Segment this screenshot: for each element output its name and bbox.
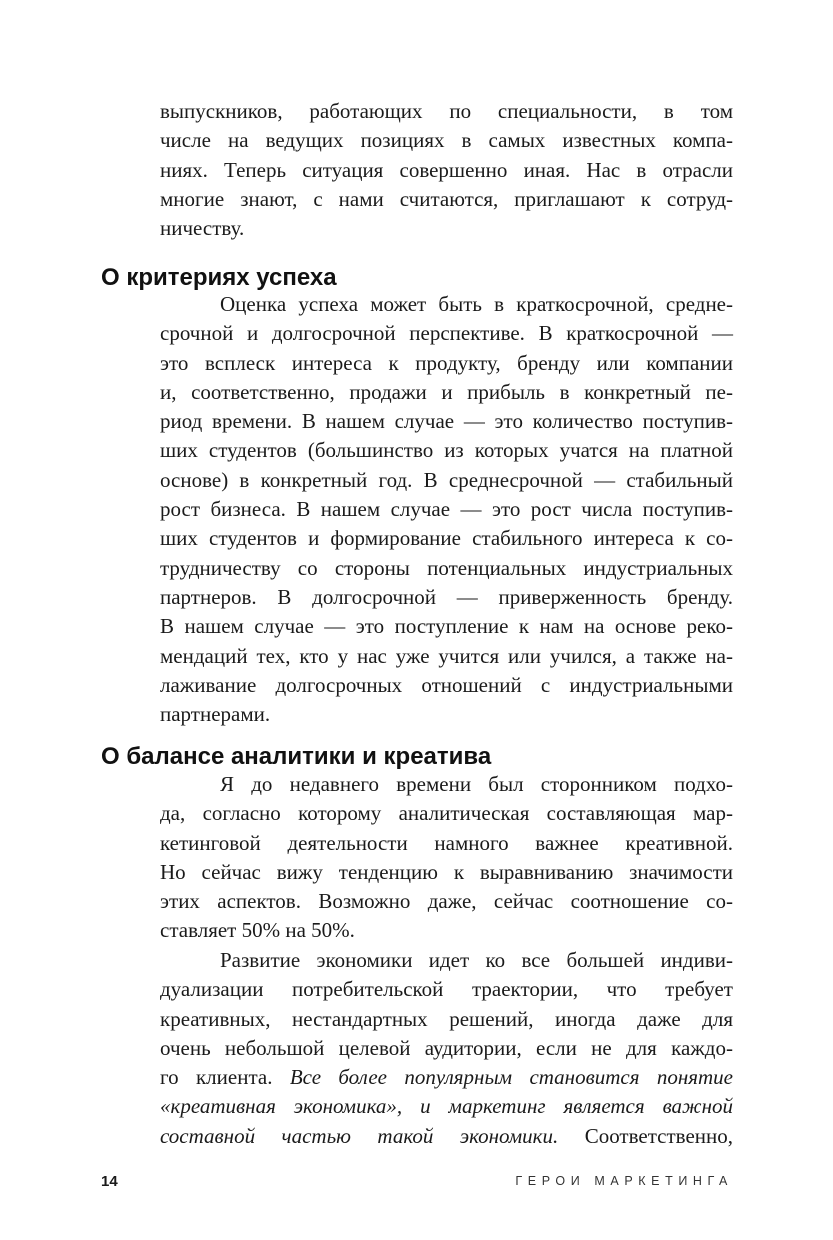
text-line: Но сейчас вижу тенденцию к выравниванию значимости — [160, 859, 733, 884]
text-line: ставляет 50% на 50%. — [160, 918, 355, 943]
text-line: мендаций тех, кто у нас уже учится или учился, а также на- — [160, 643, 733, 668]
analytics-creativity-paragraph-2 — [160, 946, 733, 1151]
analytics-creativity-paragraph-1 — [160, 770, 733, 946]
text-line: этих аспектов. Возможно даже, сейчас соотношение со- — [160, 889, 733, 914]
italic-text: составной частью такой экономики. — [160, 1123, 559, 1148]
text-line: трудничеству со стороны потенциальных индустриальных — [160, 555, 733, 580]
text-line: ничеству. — [160, 216, 245, 241]
text-line: ших студентов (большинство из которых учатся на платной — [160, 438, 733, 463]
text-line: партнеров. В долгосрочной — приверженность бренду. — [160, 584, 733, 609]
text-line — [160, 1063, 733, 1092]
text-line: числе на ведущих позициях в самых известных компа- — [160, 128, 733, 153]
section-heading-analytics-creativity: О балансе аналитики и креатива — [101, 743, 492, 770]
text-line: ниях. Теперь ситуация совершенно иная. Нас в отрасли — [160, 157, 733, 182]
text-line: партнерами. — [160, 702, 271, 727]
intro-paragraph — [160, 97, 733, 243]
text-line: срочной и долгосрочной перспективе. В краткосрочной — — [160, 321, 733, 346]
text-line: очень небольшой целевой аудитории, если не для каждо- — [160, 1035, 733, 1060]
text-line: дуализации потребительской траектории, что требует — [160, 977, 733, 1002]
italic-text: Все более популярным становится понятие — [289, 1065, 734, 1090]
page-number: 14 — [101, 1173, 118, 1190]
running-title: ГЕРОИ МАРКЕТИНГА — [515, 1174, 733, 1188]
text-line: риод времени. В нашем случае — это количество поступив- — [160, 409, 733, 434]
text-line: да, согласно которому аналитическая составляющая мар- — [160, 801, 733, 826]
text-line: ших студентов и формирование стабильного интереса к со- — [160, 526, 733, 551]
text-line: рост бизнеса. В нашем случае — это рост числа поступив- — [160, 497, 733, 522]
text-line: креативных, нестандартных решений, иногда даже для — [160, 1006, 733, 1031]
text-line: это всплеск интереса к продукту, бренду или компании — [160, 350, 733, 375]
text-line: многие знают, с нами считаются, приглашают к сотруд- — [160, 186, 733, 211]
text-run: го клиента. — [160, 1065, 290, 1090]
text-line: основе) в конкретный год. В среднесрочной — стабильный — [160, 467, 733, 492]
italic-text: «креативная экономика», и маркетинг является важной — [160, 1094, 733, 1119]
text-line — [160, 1122, 733, 1151]
text-line: Оценка успеха может быть в краткосрочной, средне- — [220, 292, 733, 316]
text-line: В нашем случае — это поступление к нам на основе реко- — [160, 614, 733, 639]
text-line: выпускников, работающих по специальности, в том — [160, 99, 733, 123]
text-line: и, соответственно, продажи и прибыль в конкретный пе- — [160, 379, 733, 404]
success-criteria-paragraph — [160, 290, 733, 729]
text-line: Я до недавнего времени был сторонником подхо- — [220, 772, 733, 796]
text-line: лаживание долгосрочных отношений с индустриальными — [160, 672, 733, 697]
section-heading-success-criteria: О критериях успеха — [101, 264, 337, 291]
text-line: Развитие экономики идет ко все большей индиви- — [220, 948, 733, 972]
text-run: Соответственно, — [558, 1123, 733, 1148]
text-line: кетинговой деятельности намного важнее креативной. — [160, 830, 733, 855]
text-line — [160, 1092, 733, 1121]
